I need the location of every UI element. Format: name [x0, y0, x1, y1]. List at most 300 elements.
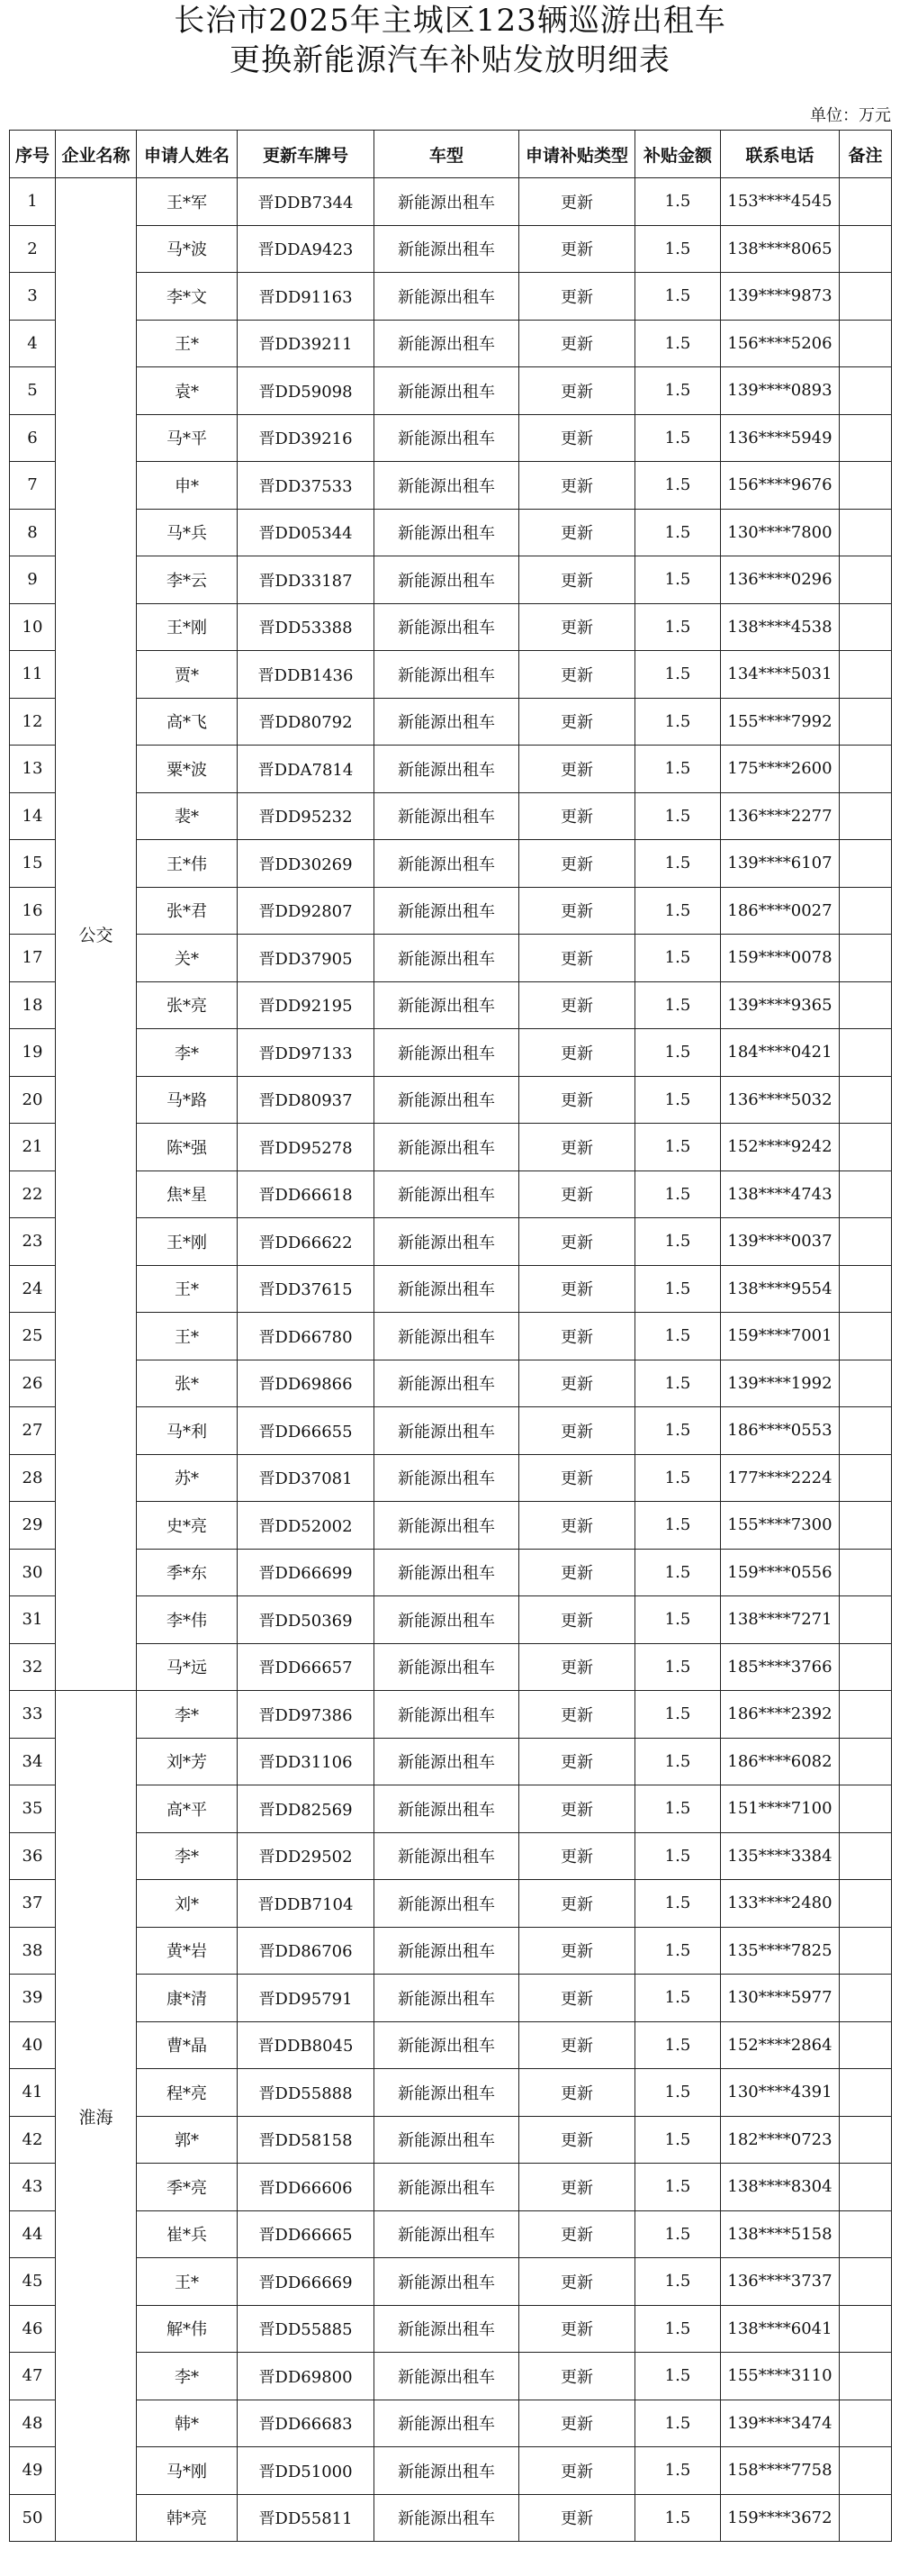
cell-index: 45 — [10, 2258, 56, 2306]
cell-applicant: 焦*星 — [137, 1170, 238, 1218]
cell-amount: 1.5 — [635, 509, 721, 556]
cell-remarks — [840, 1643, 892, 1691]
cell-applicant: 马*路 — [137, 1076, 238, 1124]
table-row — [10, 935, 892, 982]
cell-plate: 晋DD50369 — [238, 1596, 374, 1644]
cell-amount: 1.5 — [635, 887, 721, 935]
cell-plate: 晋DD92807 — [238, 887, 374, 935]
cell-subsidy-type: 更新 — [519, 1643, 635, 1691]
table-row — [10, 1643, 892, 1691]
cell-plate: 晋DD37081 — [238, 1454, 374, 1502]
cell-vehicle-type: 新能源出租车 — [374, 2164, 519, 2211]
cell-subsidy-type: 更新 — [519, 2447, 635, 2495]
cell-plate: 晋DD97386 — [238, 1691, 374, 1739]
cell-vehicle-type: 新能源出租车 — [374, 178, 519, 226]
cell-vehicle-type: 新能源出租车 — [374, 320, 519, 367]
cell-index: 20 — [10, 1076, 56, 1124]
cell-vehicle-type: 新能源出租车 — [374, 1124, 519, 1171]
cell-index: 2 — [10, 225, 56, 273]
cell-applicant: 马*远 — [137, 1643, 238, 1691]
cell-plate: 晋DD95278 — [238, 1124, 374, 1171]
table-row — [10, 2400, 892, 2447]
cell-amount: 1.5 — [635, 792, 721, 840]
table-row — [10, 1785, 892, 1833]
cell-plate: 晋DD53388 — [238, 603, 374, 651]
cell-amount: 1.5 — [635, 2069, 721, 2117]
cell-vehicle-type: 新能源出租车 — [374, 1313, 519, 1360]
cell-index: 35 — [10, 1785, 56, 1833]
cell-index: 7 — [10, 462, 56, 510]
cell-vehicle-type: 新能源出租车 — [374, 462, 519, 510]
cell-phone: 159****0078 — [721, 935, 840, 982]
cell-remarks — [840, 273, 892, 321]
cell-phone: 130****7800 — [721, 509, 840, 556]
cell-vehicle-type: 新能源出租车 — [374, 1029, 519, 1077]
cell-subsidy-type: 更新 — [519, 887, 635, 935]
cell-subsidy-type: 更新 — [519, 1691, 635, 1739]
header-plate: 更新车牌号 — [238, 131, 374, 178]
cell-applicant: 高*平 — [137, 1785, 238, 1833]
cell-subsidy-type: 更新 — [519, 2258, 635, 2306]
cell-amount: 1.5 — [635, 2400, 721, 2447]
cell-vehicle-type: 新能源出租车 — [374, 2305, 519, 2353]
cell-plate: 晋DD51000 — [238, 2447, 374, 2495]
cell-plate: 晋DD80937 — [238, 1076, 374, 1124]
cell-subsidy-type: 更新 — [519, 1975, 635, 2022]
cell-index: 9 — [10, 556, 56, 604]
cell-amount: 1.5 — [635, 273, 721, 321]
cell-amount: 1.5 — [635, 462, 721, 510]
cell-remarks — [840, 178, 892, 226]
cell-vehicle-type: 新能源出租车 — [374, 1218, 519, 1266]
cell-index: 46 — [10, 2305, 56, 2353]
cell-phone: 134****5031 — [721, 651, 840, 699]
cell-index: 25 — [10, 1313, 56, 1360]
cell-subsidy-type: 更新 — [519, 225, 635, 273]
cell-applicant: 韩*亮 — [137, 2494, 238, 2542]
cell-amount: 1.5 — [635, 1738, 721, 1785]
cell-amount: 1.5 — [635, 1832, 721, 1880]
cell-subsidy-type: 更新 — [519, 1170, 635, 1218]
cell-subsidy-type: 更新 — [519, 1832, 635, 1880]
cell-phone: 139****3474 — [721, 2400, 840, 2447]
cell-applicant: 张*君 — [137, 887, 238, 935]
cell-vehicle-type: 新能源出租车 — [374, 1596, 519, 1644]
cell-vehicle-type: 新能源出租车 — [374, 509, 519, 556]
unit-label: 单位：万元 — [810, 106, 891, 125]
table-row — [10, 1170, 892, 1218]
cell-amount: 1.5 — [635, 2210, 721, 2258]
cell-plate: 晋DD37615 — [238, 1265, 374, 1313]
cell-remarks — [840, 367, 892, 415]
table-row — [10, 1738, 892, 1785]
cell-applicant: 刘*芳 — [137, 1738, 238, 1785]
cell-vehicle-type: 新能源出租车 — [374, 1927, 519, 1975]
cell-phone: 133****2480 — [721, 1880, 840, 1928]
cell-vehicle-type: 新能源出租车 — [374, 414, 519, 462]
cell-vehicle-type: 新能源出租车 — [374, 2258, 519, 2306]
cell-subsidy-type: 更新 — [519, 840, 635, 888]
cell-plate: 晋DD80792 — [238, 698, 374, 746]
cell-vehicle-type: 新能源出租车 — [374, 981, 519, 1029]
table-row — [10, 225, 892, 273]
cell-vehicle-type: 新能源出租车 — [374, 840, 519, 888]
cell-phone: 136****2277 — [721, 792, 840, 840]
cell-subsidy-type: 更新 — [519, 2494, 635, 2542]
cell-phone: 138****4743 — [721, 1170, 840, 1218]
cell-index: 29 — [10, 1502, 56, 1550]
cell-remarks — [840, 2210, 892, 2258]
cell-phone: 135****3384 — [721, 1832, 840, 1880]
cell-applicant: 李* — [137, 1691, 238, 1739]
cell-amount: 1.5 — [635, 2494, 721, 2542]
cell-index: 34 — [10, 1738, 56, 1785]
cell-plate: 晋DD69866 — [238, 1360, 374, 1407]
table-row — [10, 1029, 892, 1077]
cell-subsidy-type: 更新 — [519, 2021, 635, 2069]
table-row — [10, 462, 892, 510]
cell-plate: 晋DD82569 — [238, 1785, 374, 1833]
cell-vehicle-type: 新能源出租车 — [374, 1738, 519, 1785]
cell-remarks — [840, 1170, 892, 1218]
cell-plate: 晋DDB7344 — [238, 178, 374, 226]
cell-remarks — [840, 1785, 892, 1833]
cell-index: 3 — [10, 273, 56, 321]
cell-plate: 晋DD95791 — [238, 1975, 374, 2022]
cell-phone: 186****0553 — [721, 1407, 840, 1455]
cell-subsidy-type: 更新 — [519, 178, 635, 226]
cell-vehicle-type: 新能源出租车 — [374, 1076, 519, 1124]
table-row — [10, 1076, 892, 1124]
cell-remarks — [840, 1880, 892, 1928]
table-row — [10, 603, 892, 651]
cell-remarks — [840, 2164, 892, 2211]
table-row — [10, 2116, 892, 2164]
cell-applicant: 马*兵 — [137, 509, 238, 556]
cell-plate: 晋DDA7814 — [238, 746, 374, 793]
cell-company: 淮海 — [56, 1691, 137, 2542]
cell-applicant: 苏* — [137, 1454, 238, 1502]
table-row — [10, 651, 892, 699]
cell-plate: 晋DD91163 — [238, 273, 374, 321]
cell-plate: 晋DD39216 — [238, 414, 374, 462]
cell-remarks — [840, 2116, 892, 2164]
table-row — [10, 1596, 892, 1644]
cell-subsidy-type: 更新 — [519, 1549, 635, 1596]
cell-vehicle-type: 新能源出租车 — [374, 1975, 519, 2022]
cell-plate: 晋DDA9423 — [238, 225, 374, 273]
cell-remarks — [840, 1265, 892, 1313]
table-row — [10, 698, 892, 746]
cell-remarks — [840, 840, 892, 888]
cell-index: 47 — [10, 2353, 56, 2400]
cell-vehicle-type: 新能源出租车 — [374, 1502, 519, 1550]
cell-plate: 晋DD86706 — [238, 1927, 374, 1975]
header-subsidy-type: 申请补贴类型 — [519, 131, 635, 178]
cell-vehicle-type: 新能源出租车 — [374, 698, 519, 746]
table-row — [10, 1124, 892, 1171]
cell-phone: 138****8304 — [721, 2164, 840, 2211]
cell-phone: 159****7001 — [721, 1313, 840, 1360]
cell-amount: 1.5 — [635, 178, 721, 226]
cell-phone: 155****7300 — [721, 1502, 840, 1550]
cell-subsidy-type: 更新 — [519, 1502, 635, 1550]
cell-vehicle-type: 新能源出租车 — [374, 603, 519, 651]
cell-plate: 晋DD55811 — [238, 2494, 374, 2542]
cell-applicant: 季*东 — [137, 1549, 238, 1596]
cell-vehicle-type: 新能源出租车 — [374, 887, 519, 935]
cell-phone: 186****2392 — [721, 1691, 840, 1739]
cell-phone: 139****0037 — [721, 1218, 840, 1266]
cell-applicant: 李*云 — [137, 556, 238, 604]
table-row — [10, 1407, 892, 1455]
table-row — [10, 367, 892, 415]
cell-vehicle-type: 新能源出租车 — [374, 2494, 519, 2542]
cell-subsidy-type: 更新 — [519, 1880, 635, 1928]
cell-index: 21 — [10, 1124, 56, 1171]
cell-phone: 152****2864 — [721, 2021, 840, 2069]
cell-plate: 晋DD37533 — [238, 462, 374, 510]
table-row — [10, 1265, 892, 1313]
cell-applicant: 王*伟 — [137, 840, 238, 888]
cell-amount: 1.5 — [635, 2164, 721, 2211]
cell-remarks — [840, 887, 892, 935]
cell-remarks — [840, 225, 892, 273]
cell-remarks — [840, 2494, 892, 2542]
cell-index: 4 — [10, 320, 56, 367]
cell-vehicle-type: 新能源出租车 — [374, 1170, 519, 1218]
cell-applicant: 袁* — [137, 367, 238, 415]
cell-phone: 186****0027 — [721, 887, 840, 935]
cell-remarks — [840, 1549, 892, 1596]
cell-remarks — [840, 1691, 892, 1739]
cell-vehicle-type: 新能源出租车 — [374, 556, 519, 604]
cell-index: 17 — [10, 935, 56, 982]
cell-amount: 1.5 — [635, 1975, 721, 2022]
cell-amount: 1.5 — [635, 2116, 721, 2164]
cell-subsidy-type: 更新 — [519, 1313, 635, 1360]
cell-index: 39 — [10, 1975, 56, 2022]
table-row — [10, 1975, 892, 2022]
cell-plate: 晋DD95232 — [238, 792, 374, 840]
header-applicant: 申请人姓名 — [137, 131, 238, 178]
cell-amount: 1.5 — [635, 1124, 721, 1171]
cell-phone: 155****3110 — [721, 2353, 840, 2400]
cell-applicant: 李* — [137, 1029, 238, 1077]
table-row — [10, 840, 892, 888]
cell-plate: 晋DD66665 — [238, 2210, 374, 2258]
cell-plate: 晋DD66699 — [238, 1549, 374, 1596]
cell-index: 44 — [10, 2210, 56, 2258]
table-header-row — [10, 131, 892, 178]
cell-plate: 晋DD66780 — [238, 1313, 374, 1360]
table-row — [10, 981, 892, 1029]
cell-vehicle-type: 新能源出租车 — [374, 2400, 519, 2447]
cell-remarks — [840, 509, 892, 556]
cell-remarks — [840, 1218, 892, 1266]
cell-applicant: 韩* — [137, 2400, 238, 2447]
cell-amount: 1.5 — [635, 2447, 721, 2495]
cell-remarks — [840, 1596, 892, 1644]
cell-remarks — [840, 1360, 892, 1407]
cell-phone: 138****7271 — [721, 1596, 840, 1644]
cell-index: 10 — [10, 603, 56, 651]
cell-vehicle-type: 新能源出租车 — [374, 2210, 519, 2258]
cell-remarks — [840, 1975, 892, 2022]
cell-plate: 晋DD92195 — [238, 981, 374, 1029]
cell-index: 48 — [10, 2400, 56, 2447]
cell-amount: 1.5 — [635, 935, 721, 982]
cell-plate: 晋DD97133 — [238, 1029, 374, 1077]
cell-remarks — [840, 1407, 892, 1455]
cell-index: 41 — [10, 2069, 56, 2117]
cell-amount: 1.5 — [635, 2353, 721, 2400]
cell-plate: 晋DD66618 — [238, 1170, 374, 1218]
cell-subsidy-type: 更新 — [519, 1076, 635, 1124]
cell-applicant: 粟*波 — [137, 746, 238, 793]
table-row — [10, 1218, 892, 1266]
header-amount: 补贴金额 — [635, 131, 721, 178]
table-row — [10, 2210, 892, 2258]
cell-vehicle-type: 新能源出租车 — [374, 1407, 519, 1455]
cell-subsidy-type: 更新 — [519, 1407, 635, 1455]
cell-index: 5 — [10, 367, 56, 415]
cell-subsidy-type: 更新 — [519, 981, 635, 1029]
cell-phone: 136****3737 — [721, 2258, 840, 2306]
cell-subsidy-type: 更新 — [519, 1596, 635, 1644]
cell-plate: 晋DDB8045 — [238, 2021, 374, 2069]
cell-subsidy-type: 更新 — [519, 1265, 635, 1313]
cell-remarks — [840, 603, 892, 651]
cell-plate: 晋DD66622 — [238, 1218, 374, 1266]
cell-phone: 139****9365 — [721, 981, 840, 1029]
cell-index: 11 — [10, 651, 56, 699]
cell-applicant: 马*刚 — [137, 2447, 238, 2495]
header-vehicle-type: 车型 — [374, 131, 519, 178]
cell-phone: 186****6082 — [721, 1738, 840, 1785]
cell-remarks — [840, 1738, 892, 1785]
cell-plate: 晋DD37905 — [238, 935, 374, 982]
cell-amount: 1.5 — [635, 651, 721, 699]
table-row — [10, 1360, 892, 1407]
table-row — [10, 2353, 892, 2400]
cell-phone: 158****7758 — [721, 2447, 840, 2495]
cell-phone: 155****7992 — [721, 698, 840, 746]
cell-subsidy-type: 更新 — [519, 1029, 635, 1077]
header-index: 序号 — [10, 131, 56, 178]
cell-amount: 1.5 — [635, 1785, 721, 1833]
cell-applicant: 张*亮 — [137, 981, 238, 1029]
cell-index: 23 — [10, 1218, 56, 1266]
table-row — [10, 414, 892, 462]
cell-plate: 晋DD66657 — [238, 1643, 374, 1691]
cell-applicant: 王*军 — [137, 178, 238, 226]
cell-subsidy-type: 更新 — [519, 1360, 635, 1407]
cell-phone: 139****6107 — [721, 840, 840, 888]
cell-remarks — [840, 698, 892, 746]
cell-plate: 晋DD69800 — [238, 2353, 374, 2400]
cell-plate: 晋DD55885 — [238, 2305, 374, 2353]
cell-applicant: 曹*晶 — [137, 2021, 238, 2069]
table-row — [10, 1549, 892, 1596]
cell-subsidy-type: 更新 — [519, 1218, 635, 1266]
cell-remarks — [840, 320, 892, 367]
cell-subsidy-type: 更新 — [519, 792, 635, 840]
cell-amount: 1.5 — [635, 1691, 721, 1739]
table-row — [10, 320, 892, 367]
cell-vehicle-type: 新能源出租车 — [374, 2447, 519, 2495]
cell-amount: 1.5 — [635, 1313, 721, 1360]
cell-plate: 晋DD55888 — [238, 2069, 374, 2117]
cell-phone: 182****0723 — [721, 2116, 840, 2164]
cell-amount: 1.5 — [635, 1880, 721, 1928]
cell-vehicle-type: 新能源出租车 — [374, 651, 519, 699]
cell-index: 26 — [10, 1360, 56, 1407]
cell-phone: 135****7825 — [721, 1927, 840, 1975]
cell-amount: 1.5 — [635, 320, 721, 367]
cell-index: 15 — [10, 840, 56, 888]
cell-index: 19 — [10, 1029, 56, 1077]
cell-plate: 晋DD29502 — [238, 1832, 374, 1880]
cell-vehicle-type: 新能源出租车 — [374, 1880, 519, 1928]
cell-amount: 1.5 — [635, 1643, 721, 1691]
cell-phone: 136****5032 — [721, 1076, 840, 1124]
cell-vehicle-type: 新能源出租车 — [374, 935, 519, 982]
cell-amount: 1.5 — [635, 2258, 721, 2306]
cell-vehicle-type: 新能源出租车 — [374, 2021, 519, 2069]
cell-index: 14 — [10, 792, 56, 840]
table-row — [10, 887, 892, 935]
header-remarks: 备注 — [840, 131, 892, 178]
table-row — [10, 2305, 892, 2353]
cell-remarks — [840, 2400, 892, 2447]
table-row — [10, 792, 892, 840]
cell-applicant: 李*伟 — [137, 1596, 238, 1644]
table-row — [10, 2069, 892, 2117]
cell-amount: 1.5 — [635, 746, 721, 793]
cell-vehicle-type: 新能源出租车 — [374, 1549, 519, 1596]
table-row — [10, 273, 892, 321]
cell-amount: 1.5 — [635, 1596, 721, 1644]
cell-plate: 晋DDB1436 — [238, 651, 374, 699]
cell-amount: 1.5 — [635, 1029, 721, 1077]
cell-subsidy-type: 更新 — [519, 1785, 635, 1833]
cell-index: 28 — [10, 1454, 56, 1502]
cell-applicant: 马*平 — [137, 414, 238, 462]
table-row — [10, 746, 892, 793]
cell-remarks — [840, 2305, 892, 2353]
cell-subsidy-type: 更新 — [519, 509, 635, 556]
cell-amount: 1.5 — [635, 1265, 721, 1313]
cell-phone: 156****9676 — [721, 462, 840, 510]
cell-index: 6 — [10, 414, 56, 462]
cell-amount: 1.5 — [635, 1454, 721, 1502]
cell-index: 38 — [10, 1927, 56, 1975]
cell-amount: 1.5 — [635, 556, 721, 604]
document-title-line1: 长治市2025年主城区123辆巡游出租车 — [174, 3, 726, 39]
cell-applicant: 崔*兵 — [137, 2210, 238, 2258]
cell-phone: 139****0893 — [721, 367, 840, 415]
cell-subsidy-type: 更新 — [519, 746, 635, 793]
cell-vehicle-type: 新能源出租车 — [374, 1691, 519, 1739]
table-body — [10, 178, 892, 2542]
cell-remarks — [840, 2447, 892, 2495]
cell-remarks — [840, 981, 892, 1029]
cell-remarks — [840, 1454, 892, 1502]
cell-company: 公交 — [56, 178, 137, 1691]
cell-phone: 138****4538 — [721, 603, 840, 651]
cell-plate: 晋DD05344 — [238, 509, 374, 556]
